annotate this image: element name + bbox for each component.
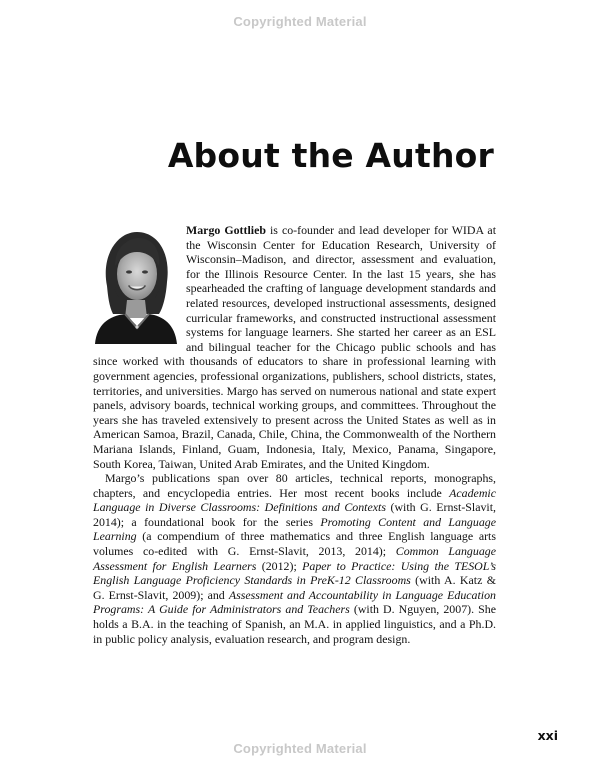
bio-text: (with G. Ernst-Slavit, 2014); a foundational book for the series [93, 500, 497, 529]
bio-text: Margo’s publications span over 80 articles, technical reports, monographs, chapters, and encyclopedia entries. Her most recent books include [93, 471, 496, 500]
bio-text: (with A. Katz & G. Ernst-Slavit, 2009); and [93, 573, 496, 602]
book-title: Paper to Practice: Using the TESOL’s English Language Proficiency Standards in PreK-12 Classrooms [93, 558, 496, 588]
author-bio [93, 223, 496, 646]
author-photo [93, 226, 179, 344]
page-number: xxi [537, 728, 558, 743]
author-name: Margo Gottlieb [186, 223, 266, 237]
bio-paragraph-1-text: is co-founder and lead developer for WIDA at the Wisconsin Center for Education Research, University of Wisconsin–Madison, and director, assessment and evaluation, for the Illinois Resource Center. In the last 15 years, she has spearheaded the crafting of language development standards and related resources, developed instructional assessments, designed curricular frameworks, and constructed instructional assessment systems for language learners. She started her career as an ESL and bilingual teacher for the Chicago public schools and has since worked with thousands of educators to share in professional learning with government agencies, professional organizations, publishers, school districts, states, territories, and universities. Margo has served on numerous national and state expert panels, advisory boards, technical working groups, and committees. Throughout the years she has traveled extensively to present across the United States as well as in American Samoa, Brazil, Canada, Chile, China, the Commonwealth of the Northern Mariana Islands, Finland, Guam, Indonesia, Italy, Mexico, Panama, Singapore, South Korea, Taiwan, United Arab Emirates, and the United Kingdom. [93, 223, 496, 471]
book-title: Common Language Assessment for English Learners [93, 544, 496, 573]
bio-text: (with D. Nguyen, 2007). She holds a B.A. in the teaching of Spanish, an M.A. in applied linguistics, and a Ph.D. in public policy analysis, evaluation research, and program design. [93, 602, 496, 646]
bio-text: (2012); [256, 558, 303, 573]
copyright-watermark-bottom: Copyrighted Material [233, 741, 367, 756]
book-title: Assessment and Accountability in Language Education Programs: A Guide for Administrators and Teachers [93, 587, 496, 617]
book-title: Academic Language in Diverse Classrooms: Definitions and Contexts [93, 485, 496, 515]
book-title: Promoting Content and Language Learning [93, 514, 496, 544]
bio-text: (a compendium of three mathematics and three English language arts volumes co-edited with G. Ernst-Slavit, 2013, 2014); [93, 529, 496, 559]
copyright-watermark-top: Copyrighted Material [233, 14, 367, 29]
page-title: About the Author [167, 136, 494, 175]
bio-paragraph-2 [93, 471, 496, 646]
